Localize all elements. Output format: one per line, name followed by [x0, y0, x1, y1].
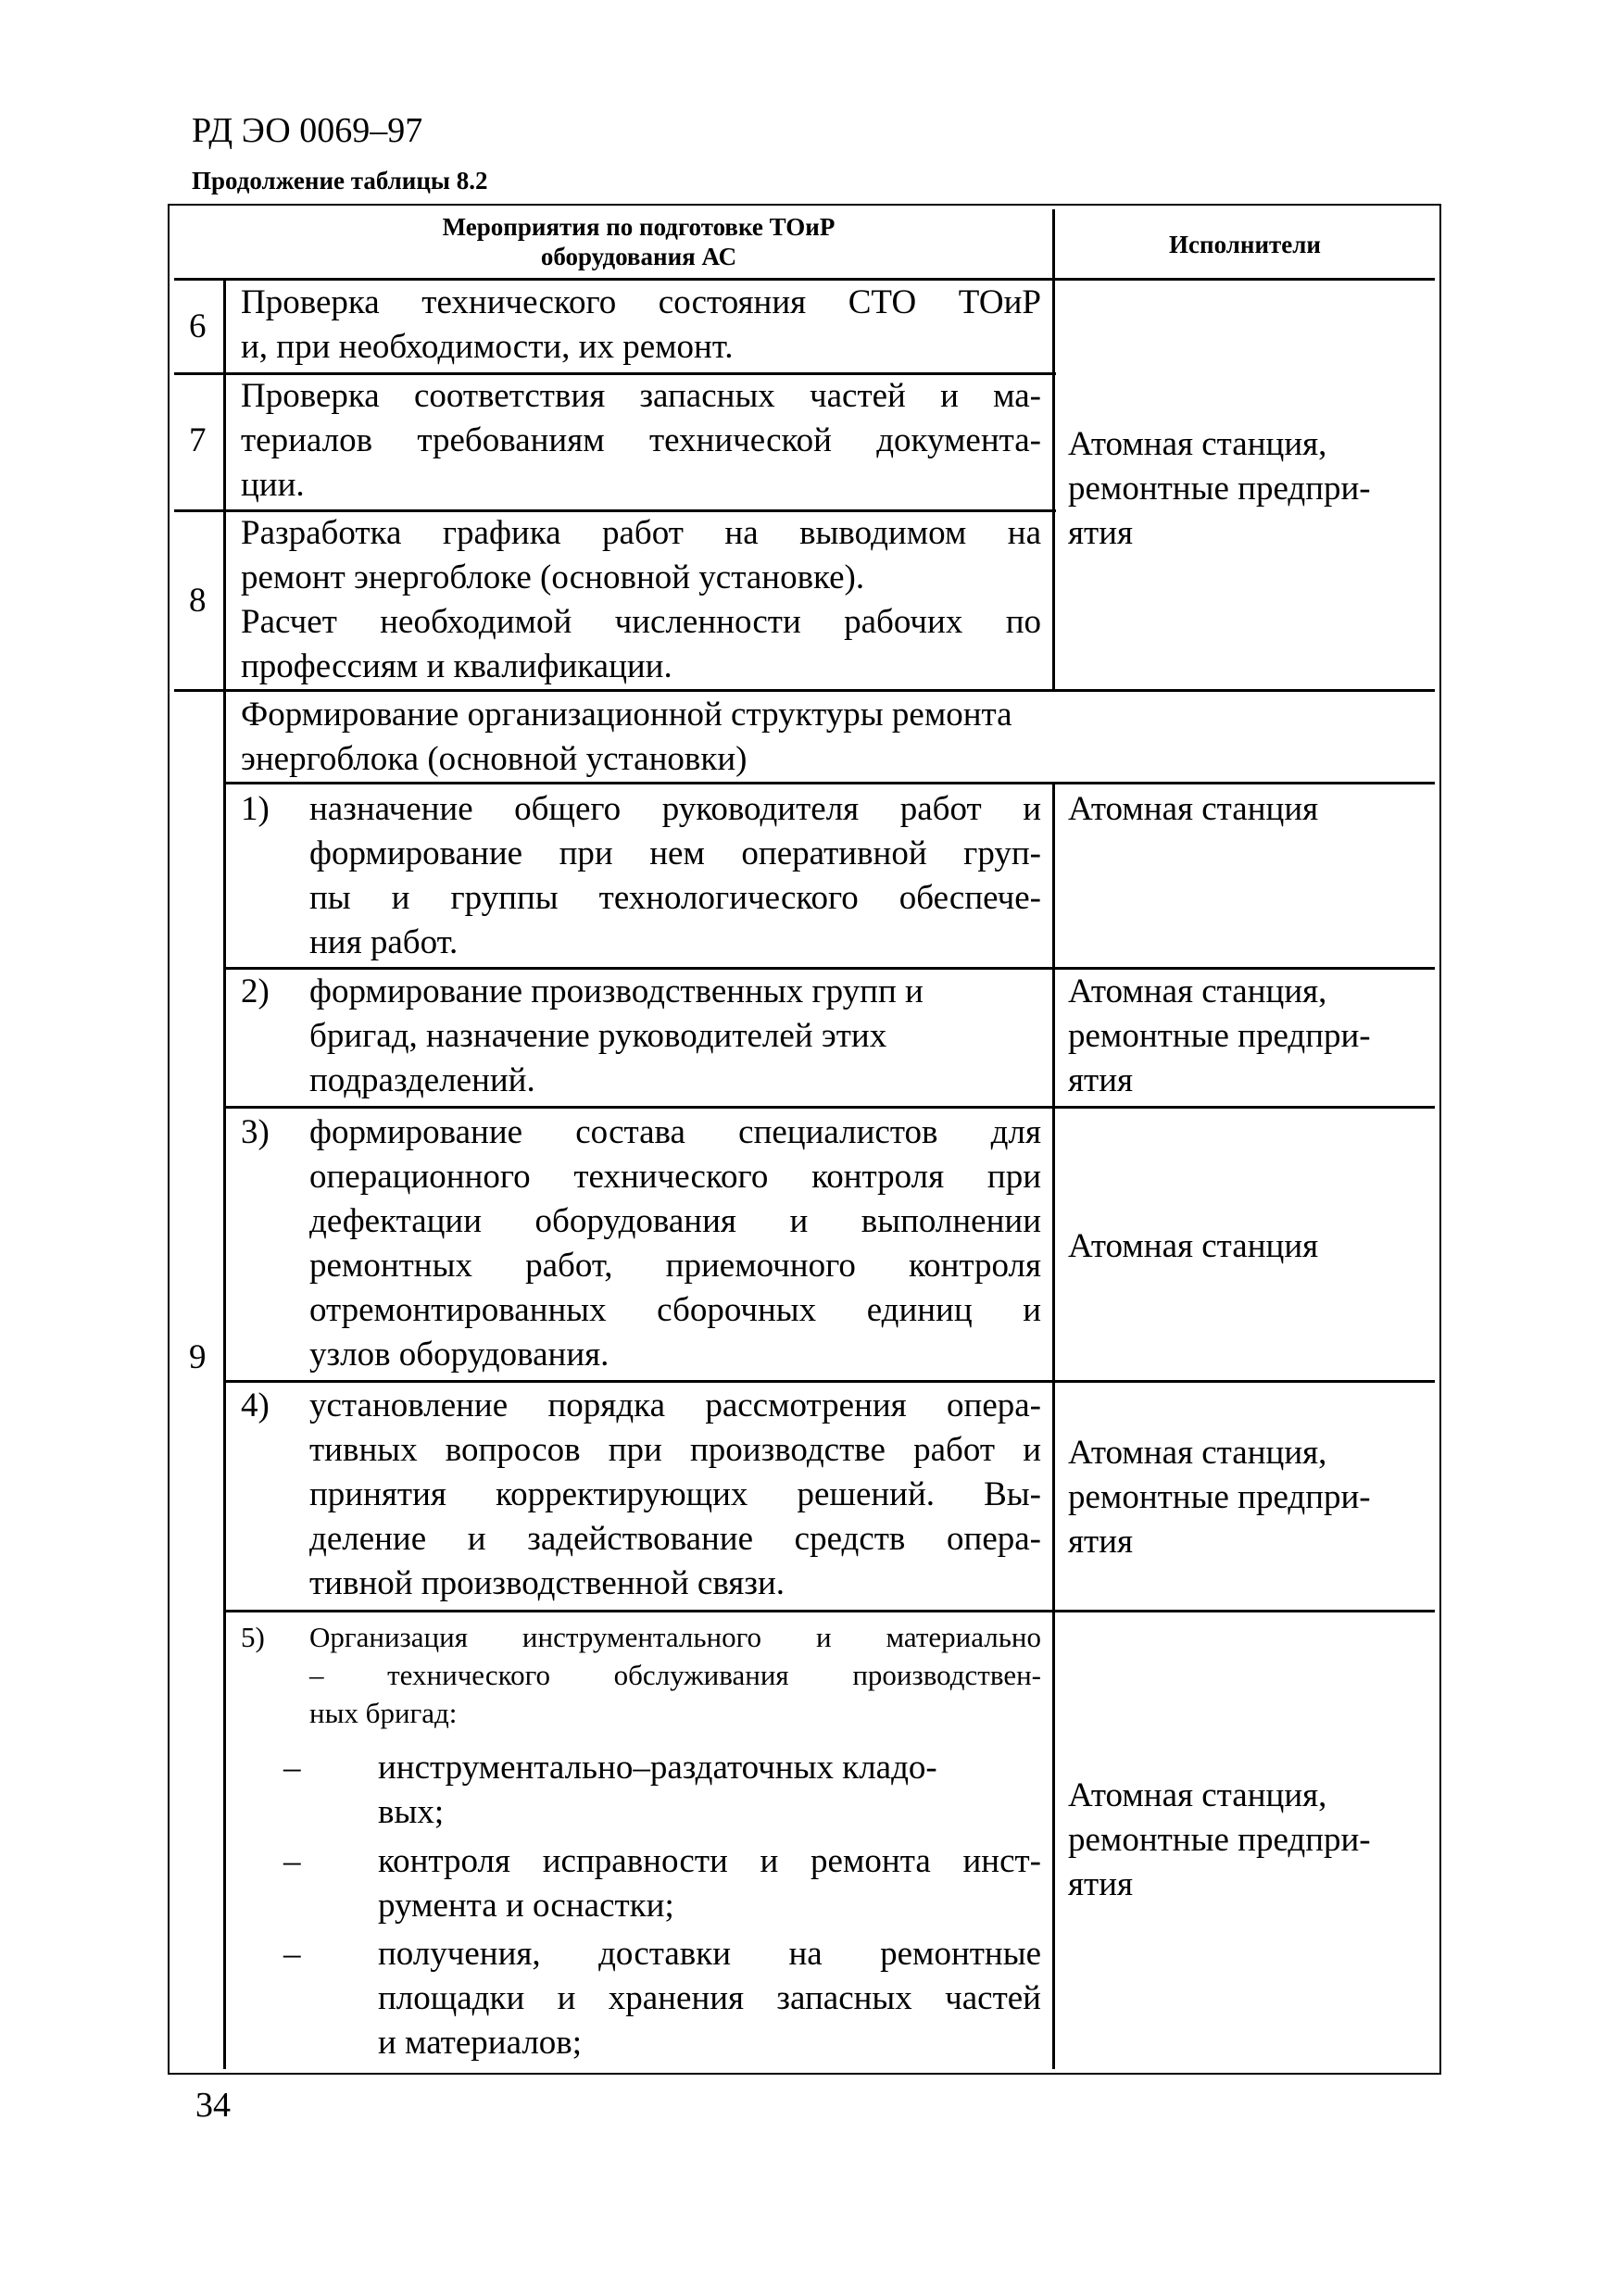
subitem-1-executor-line1: Атомная станция	[1068, 790, 1319, 828]
row-8-line3: Расчет необходимой численности рабочих по	[241, 603, 1041, 641]
rule-under-9-title	[225, 782, 1435, 784]
row-7-line1: Проверка соответствия запасных частей и ма-	[241, 377, 1041, 415]
subitem-4-line4: деление и задействование средств опера-	[309, 1520, 1041, 1558]
subitem-4-executor-line3: ятия	[1068, 1523, 1134, 1561]
subitem-2-text	[309, 970, 1041, 1103]
row-8-line4: профессиям и квалификации.	[241, 647, 672, 685]
bullet-2-text	[378, 1839, 1041, 1928]
subitem-1-line1: назначение общего руководителя работ и	[309, 790, 1041, 828]
row-6-text	[241, 281, 1041, 370]
subitem-1-executor	[1068, 787, 1429, 832]
subitem-5-line1: Организация инструментального и материально	[309, 1621, 1041, 1653]
header-activities	[225, 212, 1052, 271]
page-number: 34	[195, 2086, 231, 2125]
subitem-2-line2: бригад, назначение руководителей этих	[309, 1017, 887, 1055]
row-7-line3: ции.	[241, 466, 305, 504]
bullet-dash-3: –	[283, 1935, 301, 1973]
subitem-5-line3: ных бригад:	[309, 1697, 458, 1729]
row-number-6: 6	[189, 307, 207, 345]
subitem-3-executor	[1068, 1224, 1429, 1269]
subitem-4-text	[309, 1384, 1041, 1606]
subitem-1-line2: формирование при нем оперативной груп-	[309, 834, 1041, 872]
row-7-line2: териалов требованиям технической документа-	[241, 421, 1041, 459]
subitem-1-text	[309, 787, 1041, 965]
row-8-text	[241, 511, 1041, 689]
rule-s2-s3	[225, 1106, 1435, 1109]
rule-s3-s4	[225, 1380, 1435, 1383]
bullet-1-line2: вых;	[378, 1793, 445, 1831]
subitem-1-line3: пы и группы технологического обеспече-	[309, 879, 1041, 917]
rule-executor-column-upper	[1052, 209, 1055, 692]
bullet-1-text	[378, 1746, 1041, 1835]
subitem-5-executor-line2: ремонтные предпри-	[1068, 1821, 1371, 1859]
subitem-5-number: 5)	[241, 1621, 265, 1653]
subitem-5-intro	[309, 1618, 1041, 1732]
document-code: РД ЭО 0069–97	[192, 111, 423, 150]
subitem-2-executor-line3: ятия	[1068, 1061, 1134, 1099]
subitem-3-line4: ремонтных работ, приемочного контроля	[309, 1247, 1041, 1285]
row-9-title-line2: энергоблока (основной установки)	[241, 740, 748, 778]
subitem-2-executor-line1: Атомная станция,	[1068, 972, 1327, 1010]
subitem-3-line3: дефектации оборудования и выполнении	[309, 1202, 1041, 1240]
bullet-2-line1: контроля исправности и ремонта инст-	[378, 1842, 1041, 1880]
row-number-9: 9	[189, 1338, 207, 1376]
subitem-4-line3: принятия корректирующих решений. Вы-	[309, 1475, 1041, 1513]
subitem-4-executor	[1068, 1431, 1429, 1564]
subitem-2-executor-line2: ремонтные предпри-	[1068, 1017, 1371, 1055]
header-executors: Исполнители	[1169, 231, 1321, 258]
bullet-3-line1: получения, доставки на ремонтные	[378, 1935, 1041, 1973]
bullet-3-line3: и материалов;	[378, 2024, 583, 2062]
subitem-5-executor-line1: Атомная станция,	[1068, 1776, 1327, 1814]
subitem-4-executor-line1: Атомная станция,	[1068, 1434, 1327, 1472]
rule-number-column	[223, 278, 226, 2069]
subitem-4-executor-line2: ремонтные предпри-	[1068, 1478, 1371, 1516]
row-number-7: 7	[189, 421, 207, 459]
row-8-line1: Разработка графика работ на выводимом на	[241, 514, 1041, 552]
subitem-4-number: 4)	[241, 1386, 270, 1424]
row-9-title-line1: Формирование организационной структуры ремонта	[241, 696, 1012, 734]
subitem-2-executor	[1068, 970, 1429, 1103]
table-continuation-caption: Продолжение таблицы 8.2	[192, 167, 488, 194]
executor-rows-6-8-line1: Атомная станция,	[1068, 425, 1327, 463]
subitem-1-number: 1)	[241, 790, 270, 828]
subitem-2-line1: формирование производственных групп и	[309, 972, 924, 1010]
bullet-1-line1: инструментально–раздаточных кладо-	[378, 1749, 937, 1787]
subitem-4-line2: тивных вопросов при производстве работ и	[309, 1431, 1041, 1469]
bullet-2-line2: румента и оснастки;	[378, 1887, 674, 1925]
row-9-title	[241, 693, 1426, 782]
row-6-line1: Проверка технического состояния СТО ТОиР	[241, 283, 1041, 321]
bullet-3-text	[378, 1932, 1041, 2065]
row-number-8: 8	[189, 582, 207, 620]
executor-rows-6-8-line2: ремонтные предпри-	[1068, 470, 1371, 508]
subitem-3-executor-line1: Атомная станция	[1068, 1227, 1319, 1265]
row-6-line2: и, при необходимости, их ремонт.	[241, 328, 734, 366]
subitem-2-line3: подразделений.	[309, 1061, 535, 1099]
subitem-3-line6: узлов оборудования.	[309, 1336, 609, 1374]
subitem-3-number: 3)	[241, 1113, 270, 1151]
subitem-5-executor-line3: ятия	[1068, 1865, 1134, 1903]
header-activities-line2: оборудования АС	[540, 243, 737, 270]
rule-executor-column-lower	[1052, 782, 1055, 2069]
header-activities-line1: Мероприятия по подготовке ТОиР	[442, 213, 836, 241]
executor-rows-6-8-line3: ятия	[1068, 514, 1134, 552]
subitem-5-executor	[1068, 1774, 1429, 1907]
subitem-1-line4: ния работ.	[309, 923, 459, 961]
rule-8-9	[174, 689, 1435, 692]
subitem-3-line5: отремонтированных сборочных единиц и	[309, 1291, 1041, 1329]
row-7-text	[241, 374, 1041, 508]
rule-s4-s5	[225, 1610, 1435, 1612]
subitem-3-line1: формирование состава специалистов для	[309, 1113, 1041, 1151]
executor-rows-6-8	[1068, 422, 1429, 556]
subitem-4-line5: тивной производственной связи.	[309, 1564, 785, 1602]
row-8-line2: ремонт энергоблоке (основной установке).	[241, 558, 865, 596]
subitem-3-text	[309, 1110, 1041, 1377]
bullet-3-line2: площадки и хранения запасных частей	[378, 1979, 1041, 2017]
bullet-dash-2: –	[283, 1842, 301, 1880]
bullet-dash-1: –	[283, 1749, 301, 1787]
subitem-4-line1: установление порядка рассмотрения опера-	[309, 1386, 1041, 1424]
subitem-2-number: 2)	[241, 972, 270, 1010]
subitem-3-line2: операционного технического контроля при	[309, 1158, 1041, 1196]
subitem-5-line2: – технического обслуживания производствен-	[309, 1659, 1041, 1691]
